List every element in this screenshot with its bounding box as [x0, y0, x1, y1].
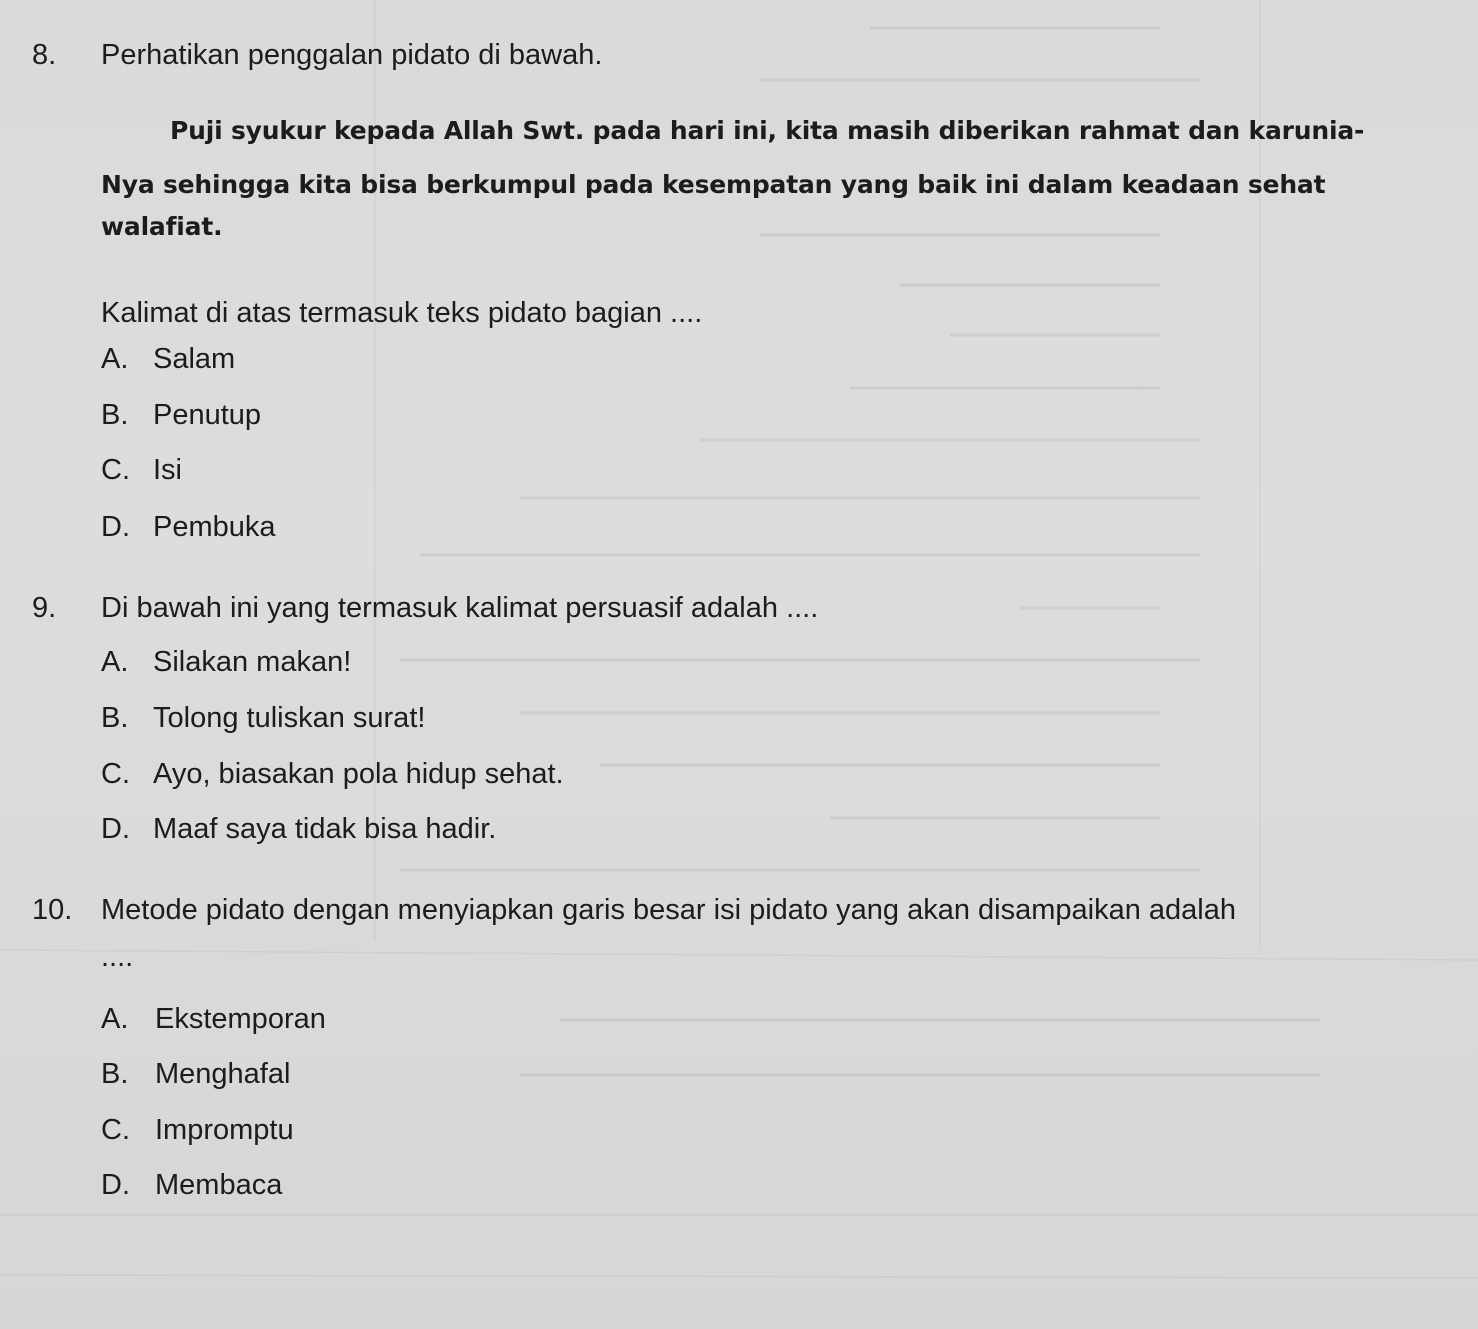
- option-text: Ayo, biasakan pola hidup sehat.: [153, 758, 564, 790]
- option-letter: D.: [101, 1169, 130, 1201]
- option-letter: A.: [101, 646, 129, 678]
- question-stem-continuation: ....: [101, 941, 134, 973]
- question-stem: Perhatikan penggalan pidato di bawah.: [101, 39, 603, 71]
- question-number: 10.: [32, 894, 73, 926]
- question-prompt: Kalimat di atas termasuk teks pidato bagian ....: [101, 297, 703, 329]
- question-number: 9.: [32, 592, 57, 624]
- question-stem: Di bawah ini yang termasuk kalimat persuasif adalah ....: [101, 592, 819, 624]
- question-stem: Metode pidato dengan menyiapkan garis besar isi pidato yang akan disampaikan adalah: [101, 894, 1236, 926]
- question-number: 8.: [32, 39, 57, 71]
- option-letter: B.: [101, 1058, 129, 1090]
- option-text: Ekstemporan: [155, 1003, 326, 1035]
- option-text: Membaca: [155, 1169, 283, 1201]
- option-letter: D.: [101, 813, 130, 845]
- option-letter: B.: [101, 399, 129, 431]
- speech-excerpt-line: walafiat.: [101, 212, 223, 241]
- option-text: Menghafal: [155, 1058, 291, 1090]
- option-text: Pembuka: [153, 511, 276, 543]
- option-letter: B.: [101, 702, 129, 734]
- speech-excerpt-line: Nya sehingga kita bisa berkumpul pada kesempatan yang baik ini dalam keadaan sehat: [101, 170, 1326, 199]
- option-letter: C.: [101, 454, 130, 486]
- option-letter: C.: [101, 758, 130, 790]
- option-text: Tolong tuliskan surat!: [153, 702, 426, 734]
- option-text: Silakan makan!: [153, 646, 352, 678]
- option-text: Salam: [153, 343, 236, 375]
- option-text: Penutup: [153, 399, 262, 431]
- speech-excerpt-line: Puji syukur kepada Allah Swt. pada hari ini, kita masih diberikan rahmat dan karunia-: [170, 116, 1365, 145]
- option-text: Maaf saya tidak bisa hadir.: [153, 813, 497, 845]
- option-letter: C.: [101, 1114, 130, 1146]
- option-letter: D.: [101, 511, 130, 543]
- option-letter: A.: [101, 343, 129, 375]
- option-text: Impromptu: [155, 1114, 294, 1146]
- option-text: Isi: [153, 454, 182, 486]
- option-letter: A.: [101, 1003, 129, 1035]
